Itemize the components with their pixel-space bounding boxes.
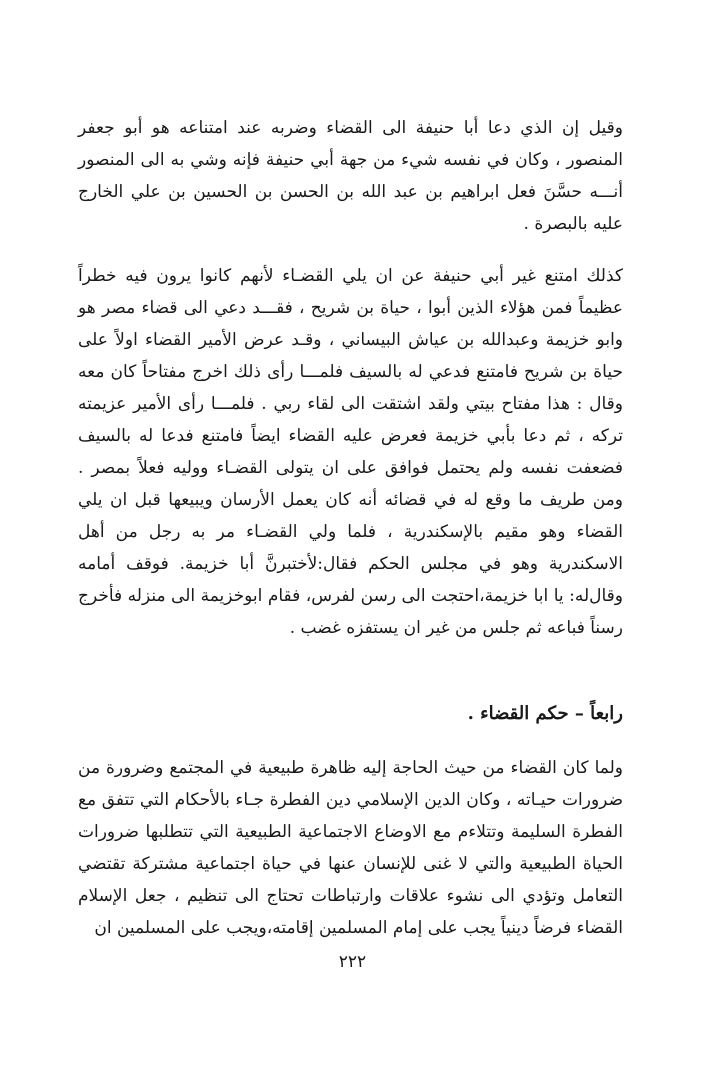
paragraph-abu-hanifa: وقيل إن الذي دعا أبا حنيفة الى القضاء وضربه عند امتناعه هو أبو جعفر المنصور ، وكان في نفسه شيء من جهة أبي حنيفة فإنه وشي به الى المنصور أنـــه حسَّنَ فعل ابراهيم بن عبد الله بن الحسن بن الحسين بن علي الخارج عليه بالبصرة . [78, 118, 623, 234]
page-body [78, 112, 623, 944]
page-number: ٢٢٢ [338, 952, 367, 972]
paragraph-ruling-of-judiciary: ولما كان القضاء من حيث الحاجة إليه ظاهرة طبيعية في المجتمع وضرورة من ضرورات حيـاته ، وكان الدين الإسلامي دين الفطرة جـاء بالأحكام التي تتفق مع الفطرة السليمة وتتلاءم مع الاوضاع الاجتماعية الطبيعية التي تتطلبها ضرورات الحياة الطبيعية والتي لا غنى للإنسان عنها في حياة اجتماعية مشتركة تقتضي التعامل وتؤدي الى نشوء علاقات وارتباطات تحتاج الى تنظيم ، جعل الإسلام القضاء فرضاً دينياً يجب على إمام المسلمين إقامته،ويجب على المسلمين ان [78, 758, 623, 938]
section-heading: رابعاً – حكم القضاء . [467, 703, 623, 724]
paragraph-haywa-ibn-shurayh: كذلك امتنع غير أبي حنيفة عن ان يلي القضـاء لأنهم كانوا يرون فيه خطراً عظيماً فمن هؤلاء الذين أبوا ، حياة بن شريح ، فقـــد دعي الى قضاء مصر هو وابو خزيمة وعبدالله بن عياش البيساني ، وقـد عرض الأمير القضاء اولاً على حياة بن شريح فامتنع فدعي له بالسيف فلمـــا رأى ذلك اخرج مفتاحاً كان معه وقال : هذا مفتاح بيتي ولقد اشتقت الى لقاء ربي . فلمـــا رأى الأمير عزيمته تركه ، ثم دعا بأبي خزيمة فعرض عليه القضاء ايضاً فامتنع فدعا له بالسيف فضعفت نفسه ولم يحتمل فوافق على ان يتولى القضـاء ووليه فعلاً بمصر . ومن طريف ما وقع له في قضائه أنه كان يعمل الأرسان ويبيعها قبل ان يلي القضاء وهو مقيم بالإسكندرية ، فلما ولي القضـاء مر به رجل من أهل الاسكندرية وهو في مجلس الحكم فقال:لأختبرنَّ أبا خزيمة. فوقف أمامه وقال‌له: يا ابا خزيمة،احتجت الى رسن لفرس، فقام ابوخزيمة الى منزله فأخرج رسناً فباعه ثم جلس من غير ان يستفزه غضب . [78, 266, 623, 638]
